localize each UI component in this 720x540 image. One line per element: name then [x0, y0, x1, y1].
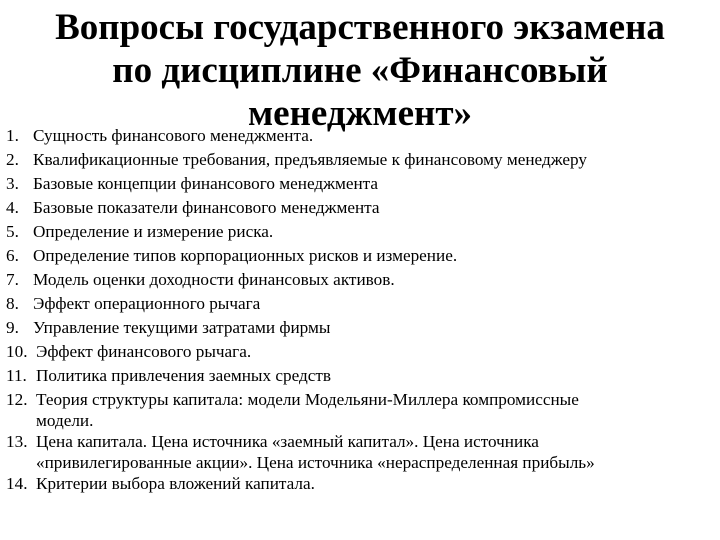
question-number: 5.	[6, 222, 19, 241]
question-text: Теория структуры капитала: модели Модельяни-Миллера компромиссные	[36, 390, 579, 409]
question-item-2	[6, 148, 718, 172]
question-item-13	[6, 430, 718, 472]
question-number: 13.	[6, 432, 28, 451]
question-text: Базовые показатели финансового менеджмента	[33, 198, 380, 217]
question-number: 2.	[6, 150, 19, 169]
question-text: Определение и измерение риска.	[33, 222, 274, 241]
question-item-11	[6, 364, 718, 388]
question-item-4	[6, 196, 718, 220]
question-text: Цена капитала. Цена источника «заемный капитал». Цена источника	[36, 432, 539, 451]
question-text: Модель оценки доходности финансовых активов.	[33, 270, 395, 289]
question-text: Квалификационные требования, предъявляемые к финансовому менеджеру	[33, 150, 587, 169]
question-number: 7.	[6, 270, 19, 289]
question-text-continuation: модели.	[36, 411, 94, 430]
question-item-12	[6, 388, 718, 430]
question-number: 11.	[6, 366, 27, 385]
title-line-3: менеджмент»	[247, 93, 473, 134]
title-line-2: по дисциплине «Финансовый	[112, 50, 608, 91]
question-text: Определение типов корпорационных рисков и измерение.	[33, 246, 458, 265]
question-item-10	[6, 340, 718, 364]
question-item-7	[6, 268, 718, 292]
question-text: Политика привлечения заемных средств	[36, 366, 331, 385]
question-number: 9.	[6, 318, 19, 337]
question-text: Эффект финансового рычага.	[36, 342, 252, 361]
question-text: Сущность финансового менеджмента.	[33, 126, 314, 145]
question-number: 14.	[6, 474, 28, 493]
exam-questions-list	[6, 124, 718, 496]
question-item-14	[6, 472, 718, 496]
question-number: 3.	[6, 174, 19, 193]
question-number: 4.	[6, 198, 19, 217]
question-item-9	[6, 316, 718, 340]
question-text-continuation: «привилегированные акции». Цена источника «нераспределенная прибыль»	[36, 453, 595, 472]
question-number: 12.	[6, 390, 28, 409]
question-text: Эффект операционного рычага	[33, 294, 261, 313]
question-number: 6.	[6, 246, 19, 265]
question-item-1	[6, 124, 718, 148]
question-item-3	[6, 172, 718, 196]
question-item-6	[6, 244, 718, 268]
question-text: Критерии выбора вложений капитала.	[36, 474, 315, 493]
question-number: 1.	[6, 126, 19, 145]
question-item-5	[6, 220, 718, 244]
question-text: Управление текущими затратами фирмы	[33, 318, 331, 337]
title-line-1: Вопросы государственного экзамена	[55, 7, 665, 48]
question-number: 8.	[6, 294, 19, 313]
question-number: 10.	[6, 342, 28, 361]
question-item-8	[6, 292, 718, 316]
question-text: Базовые концепции финансового менеджмента	[33, 174, 379, 193]
slide-title	[30, 6, 690, 135]
